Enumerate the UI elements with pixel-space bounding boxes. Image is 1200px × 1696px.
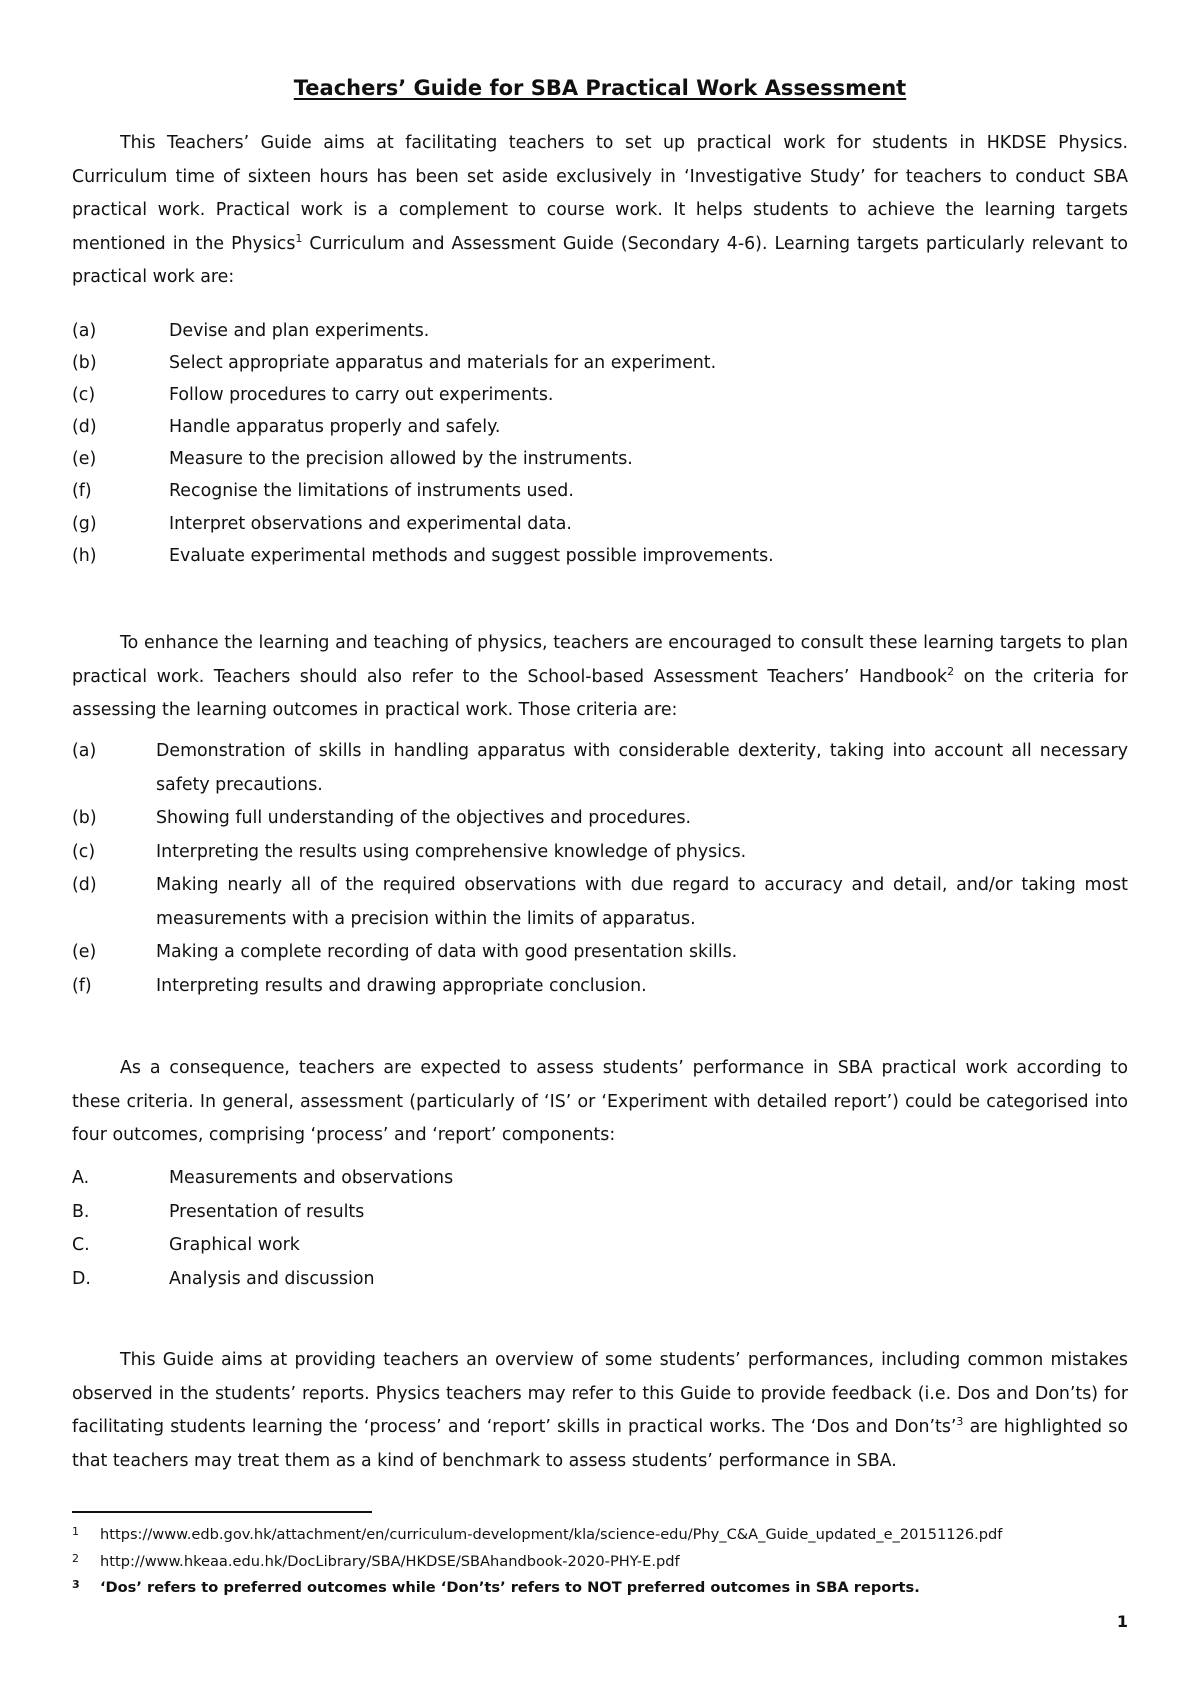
footnote-1: [72, 1520, 1128, 1547]
list-item-text: Interpreting the results using comprehensive knowledge of physics.: [156, 841, 747, 862]
list-item: [72, 475, 1128, 507]
list-item-label: (e): [72, 449, 97, 470]
para2-text-1: To enhance the learning and teaching of physics, teachers are encouraged to consult these learning targets to plan practical work. Teachers should also refer to the School-based Assessment Teachers’ Handbook: [72, 633, 1128, 687]
list-item-label: (c): [72, 841, 96, 862]
list-item-text: Making a complete recording of data with good presentation skills.: [156, 942, 738, 962]
outcomes-list: [72, 1162, 1128, 1297]
list-item-text: Evaluate experimental methods and suggest possible improvements.: [169, 545, 774, 566]
footnote-link[interactable]: http://www.hkeaa.edu.hk/DocLibrary/SBA/HKDSE/SBAhandbook-2020-PHY-E.pdf: [100, 1552, 680, 1570]
guide-paragraph: [72, 1344, 1128, 1478]
list-item: [72, 836, 1128, 870]
footnote-number: 3: [72, 1578, 80, 1592]
para2-text-2: on the criteria for assessing the learning outcomes in practical work. Those criteria are:: [72, 666, 1128, 720]
list-item-label: (h): [72, 545, 97, 566]
list-item: [72, 379, 1128, 411]
list-item-label: (d): [72, 875, 97, 895]
footnote-link[interactable]: https://www.edb.gov.hk/attachment/en/curriculum-development/kla/science-edu/Phy_C&A_Guide_updated_e_20151126.pdf: [100, 1526, 1003, 1543]
footnote-2: [72, 1547, 1128, 1574]
list-item-text: Graphical work: [169, 1235, 300, 1256]
list-item-text: Recognise the limitations of instruments used.: [169, 481, 574, 502]
para4-text-2: are highlighted so that teachers may treat them as a kind of benchmark to assess students’ performance in SBA.: [72, 1417, 1128, 1471]
list-item-label: (a): [72, 741, 97, 761]
list-item: [72, 802, 1128, 836]
list-item: [72, 970, 1128, 1004]
list-item-label: (e): [72, 942, 97, 962]
list-item-label: (d): [72, 417, 97, 438]
list-item-text: Interpreting results and drawing appropriate conclusion.: [156, 975, 647, 996]
para4-text-1: This Guide aims at providing teachers an overview of some students’ performances, including common mistakes observed in the students’ reports. Physics teachers may refer to this Guide to provide feedback (i.e. Dos and Don’ts) for facilitating students learning the ‘process’ and ‘report’ skills in practical works. The ‘Dos and Don’ts’: [72, 1350, 1128, 1437]
list-item-text: Select appropriate apparatus and materials for an experiment.: [169, 353, 717, 374]
list-item-label: (g): [72, 513, 97, 534]
list-item-text: Measurements and observations: [169, 1168, 454, 1188]
list-item: [72, 1229, 1128, 1263]
criteria-intro-paragraph: [72, 627, 1128, 728]
list-item-label: (c): [72, 385, 96, 406]
list-item-text: Showing full understanding of the objectives and procedures.: [156, 808, 692, 828]
footnote-number: 1: [72, 1525, 79, 1538]
list-item: [72, 347, 1128, 379]
list-item: [72, 411, 1128, 443]
list-item-label: (a): [72, 321, 97, 341]
list-item-label: D.: [72, 1269, 91, 1290]
footnotes: [72, 1520, 1128, 1600]
list-item: [72, 1162, 1128, 1196]
footnote-ref-1: 1: [295, 231, 303, 245]
footnote-ref-3: 3: [956, 1415, 964, 1429]
list-item: [72, 735, 1128, 802]
list-item: [72, 1263, 1128, 1297]
learning-targets-list: [72, 315, 1128, 572]
list-item-text: Making nearly all of the required observations with due regard to accuracy and detail, and/or taking most measurements with a precision within the limits of apparatus.: [156, 875, 1128, 929]
list-item-text: Devise and plan experiments.: [169, 321, 430, 341]
list-item-label: (b): [72, 353, 97, 374]
footnote-text: ‘Dos’ refers to preferred outcomes while ‘Don’ts’ refers to NOT preferred outcomes in SBA reports.: [100, 1579, 920, 1597]
list-item-label: C.: [72, 1235, 90, 1256]
assessment-paragraph: As a consequence, teachers are expected to assess students’ performance in SBA practical work according to these criteria. In general, assessment (particularly of ‘IS’ or ‘Experiment with detailed report’) could be categorised into four outcomes, comprising ‘process’ and ‘report’ components:: [72, 1058, 1128, 1145]
footnote-divider: [72, 1511, 372, 1513]
footnote-3: [72, 1573, 1128, 1600]
page-number: 1: [1116, 1612, 1128, 1631]
list-item: [72, 315, 1128, 347]
list-item-text: Demonstration of skills in handling apparatus with considerable dexterity, taking into account all necessary safety precautions.: [156, 741, 1128, 795]
list-item: [72, 508, 1128, 540]
intro-paragraph: [72, 127, 1128, 295]
footnote-ref-2: 2: [947, 664, 955, 678]
page-title: Teachers’ Guide for SBA Practical Work Assessment: [293, 76, 907, 100]
list-item-label: B.: [72, 1201, 90, 1222]
list-item: [72, 443, 1128, 475]
list-item: [72, 936, 1128, 970]
list-item-label: (f): [72, 481, 92, 502]
criteria-list: [72, 735, 1128, 1003]
list-item-text: Measure to the precision allowed by the instruments.: [169, 449, 633, 470]
list-item-text: Analysis and discussion: [169, 1269, 375, 1290]
list-item-text: Follow procedures to carry out experiments.: [169, 385, 554, 406]
list-item: [72, 540, 1128, 572]
list-item-text: Handle apparatus properly and safely.: [169, 417, 501, 438]
list-item-text: Interpret observations and experimental data.: [169, 513, 572, 534]
footnote-number: 2: [72, 1551, 79, 1565]
list-item-label: (b): [72, 808, 97, 828]
intro-text-2: Curriculum and Assessment Guide (Secondary 4-6). Learning targets particularly relevant to practical work are:: [72, 233, 1128, 287]
list-item: [72, 1196, 1128, 1230]
list-item-label: (f): [72, 975, 92, 996]
list-item: [72, 869, 1128, 936]
list-item-text: Presentation of results: [169, 1201, 365, 1222]
list-item-label: A.: [72, 1168, 90, 1188]
intro-text-1: This Teachers’ Guide aims at facilitating teachers to set up practical work for students in HKDSE Physics. Curriculum time of sixteen hours has been set aside exclusively in ‘Investigative Study’ for teachers to conduct SBA practical work. Practical work is a complement to course work. It helps students to achieve the learning targets mentioned in the Physics: [72, 133, 1128, 254]
